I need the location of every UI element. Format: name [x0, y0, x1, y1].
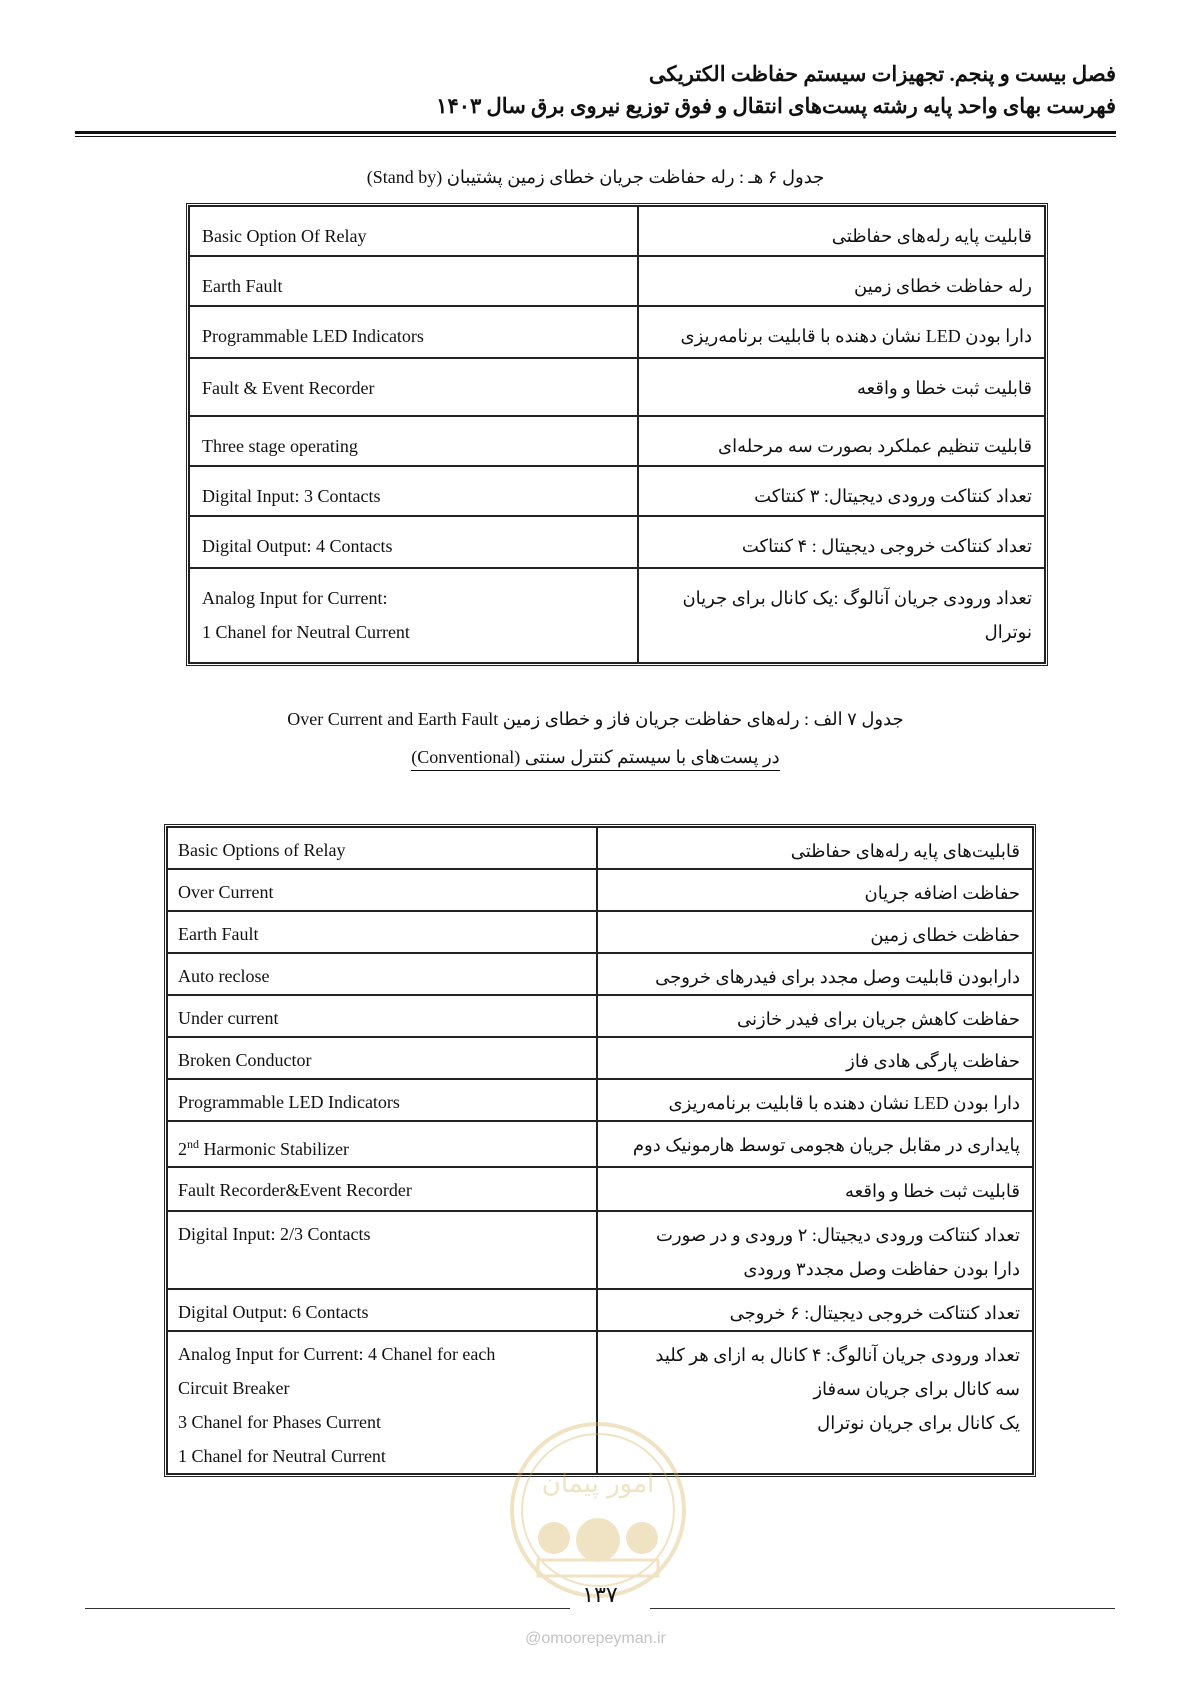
cell-persian-line: پایداری در مقابل جریان هجومی توسط هارمونیک دوم	[632, 1135, 1020, 1155]
cell-english-line: Digital Input: 3 Contacts	[202, 486, 381, 506]
cell-persian-line: رله حفاظت خطای زمین	[854, 276, 1032, 296]
table2-row	[167, 1167, 1033, 1211]
table2-caption-line2	[0, 747, 1191, 771]
cell-english	[167, 1037, 597, 1079]
table2-overcurrent-earth-fault-relay	[164, 824, 1036, 1477]
logo-lettering: امور پیمان	[541, 1469, 655, 1499]
cell-persian-line: نوترال	[984, 622, 1032, 642]
cell-english	[189, 416, 638, 466]
header-rule-thin	[75, 136, 1116, 137]
cell-english	[189, 306, 638, 358]
cell-persian-line: دارا بودن حفاظت وصل مجدد۳ ورودی	[743, 1259, 1020, 1279]
cell-english-line: Circuit Breaker	[178, 1378, 290, 1398]
table1-row	[189, 568, 1045, 663]
cell-persian-line: یک کانال برای جریان نوترال	[817, 1413, 1020, 1433]
cell-english	[189, 358, 638, 416]
cell-persian	[597, 1289, 1033, 1331]
cell-english-line: Programmable LED Indicators	[178, 1092, 400, 1112]
chapter-title: فصل بیست و پنجم. تجهیزات سیستم حفاظت الکتریکی	[648, 62, 1116, 86]
cell-persian	[638, 466, 1045, 516]
cell-persian-line: تعداد ورودی جریان آنالوگ :یک کانال برای جریان	[682, 588, 1032, 608]
cell-english-line: Under current	[178, 1008, 279, 1028]
table2-row	[167, 869, 1033, 911]
table2-row	[167, 1289, 1033, 1331]
cell-persian-line: دارا بودن LED نشان دهنده با قابلیت برنامه‌ریزی	[680, 326, 1032, 346]
cell-persian-line: قابلیت‌های پایه رله‌های حفاظتی	[790, 841, 1020, 861]
cell-english-line: Basic Option Of Relay	[202, 226, 367, 246]
cell-persian-line: حفاظت خطای زمین	[870, 925, 1020, 945]
cell-persian-line: تعداد کنتاکت خروجی دیجیتال : ۴ کنتاکت	[741, 536, 1032, 556]
table1-row	[189, 516, 1045, 568]
table2-row	[167, 911, 1033, 953]
cell-english	[167, 1121, 597, 1167]
table2-row	[167, 1211, 1033, 1289]
cell-english-line: Basic Options of Relay	[178, 840, 346, 860]
cell-persian-line: حفاظت پارگی هادی فاز	[846, 1051, 1020, 1071]
table1-caption-text: جدول ۶ هـ : رله حفاظت جریان خطای زمین پشتیبان (Stand by)	[366, 167, 825, 187]
cell-persian-line: قابلیت پایه رله‌های حفاظتی	[831, 226, 1032, 246]
document-title: فهرست بهای واحد پایه رشته پست‌های انتقال و فوق توزیع نیروی برق سال ۱۴۰۳	[436, 94, 1116, 118]
cell-persian	[638, 256, 1045, 306]
table2-row	[167, 995, 1033, 1037]
footer-rule-right	[650, 1608, 1115, 1609]
cell-persian-line: قابلیت تنظیم عملکرد بصورت سه مرحله‌ای	[718, 436, 1032, 456]
table2-caption-line2-text: در پست‌های با سیستم کنترل سنتی (Conventional)	[411, 747, 779, 771]
table1-row	[189, 206, 1045, 256]
cell-persian-line: قابلیت ثبت خطا و واقعه	[857, 378, 1032, 398]
cell-english-line: Analog Input for Current: 4 Chanel for each	[178, 1344, 496, 1364]
cell-persian-line: حفاظت اضافه جریان	[864, 883, 1020, 903]
cell-english	[167, 1289, 597, 1331]
cell-persian-line: قابلیت ثبت خطا و واقعه	[845, 1181, 1020, 1201]
cell-persian-line: تعداد کنتاکت خروجی دیجیتال: ۶ خروجی	[729, 1303, 1020, 1323]
table2-row	[167, 953, 1033, 995]
cell-persian	[638, 306, 1045, 358]
cell-english	[189, 568, 638, 663]
cell-persian-line: حفاظت کاهش جریان برای فیدر خازنی	[736, 1009, 1020, 1029]
omoorepeyman-logo-watermark	[508, 1420, 688, 1600]
cell-persian-line: تعداد کنتاکت ورودی دیجیتال: ۳ کنتاکت	[754, 486, 1032, 506]
cell-english	[167, 1167, 597, 1211]
cell-persian-line: تعداد کنتاکت ورودی دیجیتال: ۲ ورودی و در صورت	[655, 1225, 1020, 1245]
watermark-url: @omoorepeyman.ir	[525, 1630, 666, 1647]
table2-caption-line1-text: جدول ۷ الف : رله‌های حفاظت جریان فاز و خطای زمین Over Current and Earth Fault	[287, 709, 904, 729]
cell-english-line: Earth Fault	[202, 276, 283, 296]
table2-row	[167, 1121, 1033, 1167]
cell-persian-line: سه کانال برای جریان سه‌فاز	[813, 1379, 1020, 1399]
cell-persian-line: دارابودن قابلیت وصل مجدد برای فیدرهای خروجی	[655, 967, 1020, 987]
cell-english	[167, 953, 597, 995]
cell-persian	[597, 827, 1033, 869]
cell-english-line: Three stage operating	[202, 436, 358, 456]
table1-caption	[0, 167, 1191, 188]
cell-english	[167, 911, 597, 953]
table1-standby-earth-fault-relay	[186, 203, 1048, 666]
table2-caption-line1	[0, 709, 1191, 730]
cell-persian-line: تعداد ورودی جریان آنالوگ: ۴ کانال به ازای هر کلید	[655, 1345, 1020, 1365]
cell-english-line: 3 Chanel for Phases Current	[178, 1412, 381, 1432]
cell-english-line: Digital Output: 6 Contacts	[178, 1302, 369, 1322]
cell-english-line: Analog Input for Current:	[202, 588, 388, 608]
cell-english-line: 2nd Harmonic Stabilizer	[178, 1137, 349, 1159]
cell-english	[189, 256, 638, 306]
table2-row	[167, 1037, 1033, 1079]
cell-persian	[597, 995, 1033, 1037]
cell-persian	[597, 869, 1033, 911]
cell-persian	[638, 568, 1045, 663]
cell-persian	[597, 1079, 1033, 1121]
table2-row	[167, 827, 1033, 869]
cell-english-line: Over Current	[178, 882, 274, 902]
cell-english-line: Earth Fault	[178, 924, 259, 944]
cell-english-line: Fault Recorder&Event Recorder	[178, 1180, 412, 1200]
cell-english	[167, 1079, 597, 1121]
cell-persian	[638, 358, 1045, 416]
cell-english	[189, 466, 638, 516]
cell-english	[167, 1211, 597, 1289]
cell-persian-line: دارا بودن LED نشان دهنده با قابلیت برنامه‌ریزی	[668, 1093, 1020, 1113]
table2-row	[167, 1079, 1033, 1121]
cell-english	[167, 995, 597, 1037]
cell-persian	[638, 516, 1045, 568]
footer-rule-left	[85, 1608, 570, 1609]
cell-english-line: Digital Output: 4 Contacts	[202, 536, 393, 556]
cell-english-line: Programmable LED Indicators	[202, 326, 424, 346]
cell-persian	[597, 1037, 1033, 1079]
cell-english-line: Broken Conductor	[178, 1050, 312, 1070]
cell-persian	[638, 206, 1045, 256]
table1-row	[189, 358, 1045, 416]
cell-persian	[597, 1211, 1033, 1289]
cell-english	[189, 206, 638, 256]
table1-row	[189, 466, 1045, 516]
cell-english-line: 1 Chanel for Neutral Current	[178, 1446, 386, 1466]
cell-persian	[638, 416, 1045, 466]
cell-english-line: Digital Input: 2/3 Contacts	[178, 1224, 371, 1244]
cell-persian	[597, 953, 1033, 995]
table1-row	[189, 256, 1045, 306]
cell-english-line: Auto reclose	[178, 966, 270, 986]
cell-persian	[597, 1121, 1033, 1167]
page-header	[76, 58, 1116, 122]
cell-persian	[597, 1167, 1033, 1211]
cell-persian	[597, 911, 1033, 953]
cell-english	[189, 516, 638, 568]
page-number: ۱۳۷	[582, 1582, 618, 1607]
cell-english-line: 1 Chanel for Neutral Current	[202, 622, 410, 642]
table1-row	[189, 306, 1045, 358]
cell-english	[167, 827, 597, 869]
table1-row	[189, 416, 1045, 466]
cell-english-line: Fault & Event Recorder	[202, 378, 375, 398]
header-rule-thick	[75, 131, 1116, 134]
cell-english	[167, 869, 597, 911]
